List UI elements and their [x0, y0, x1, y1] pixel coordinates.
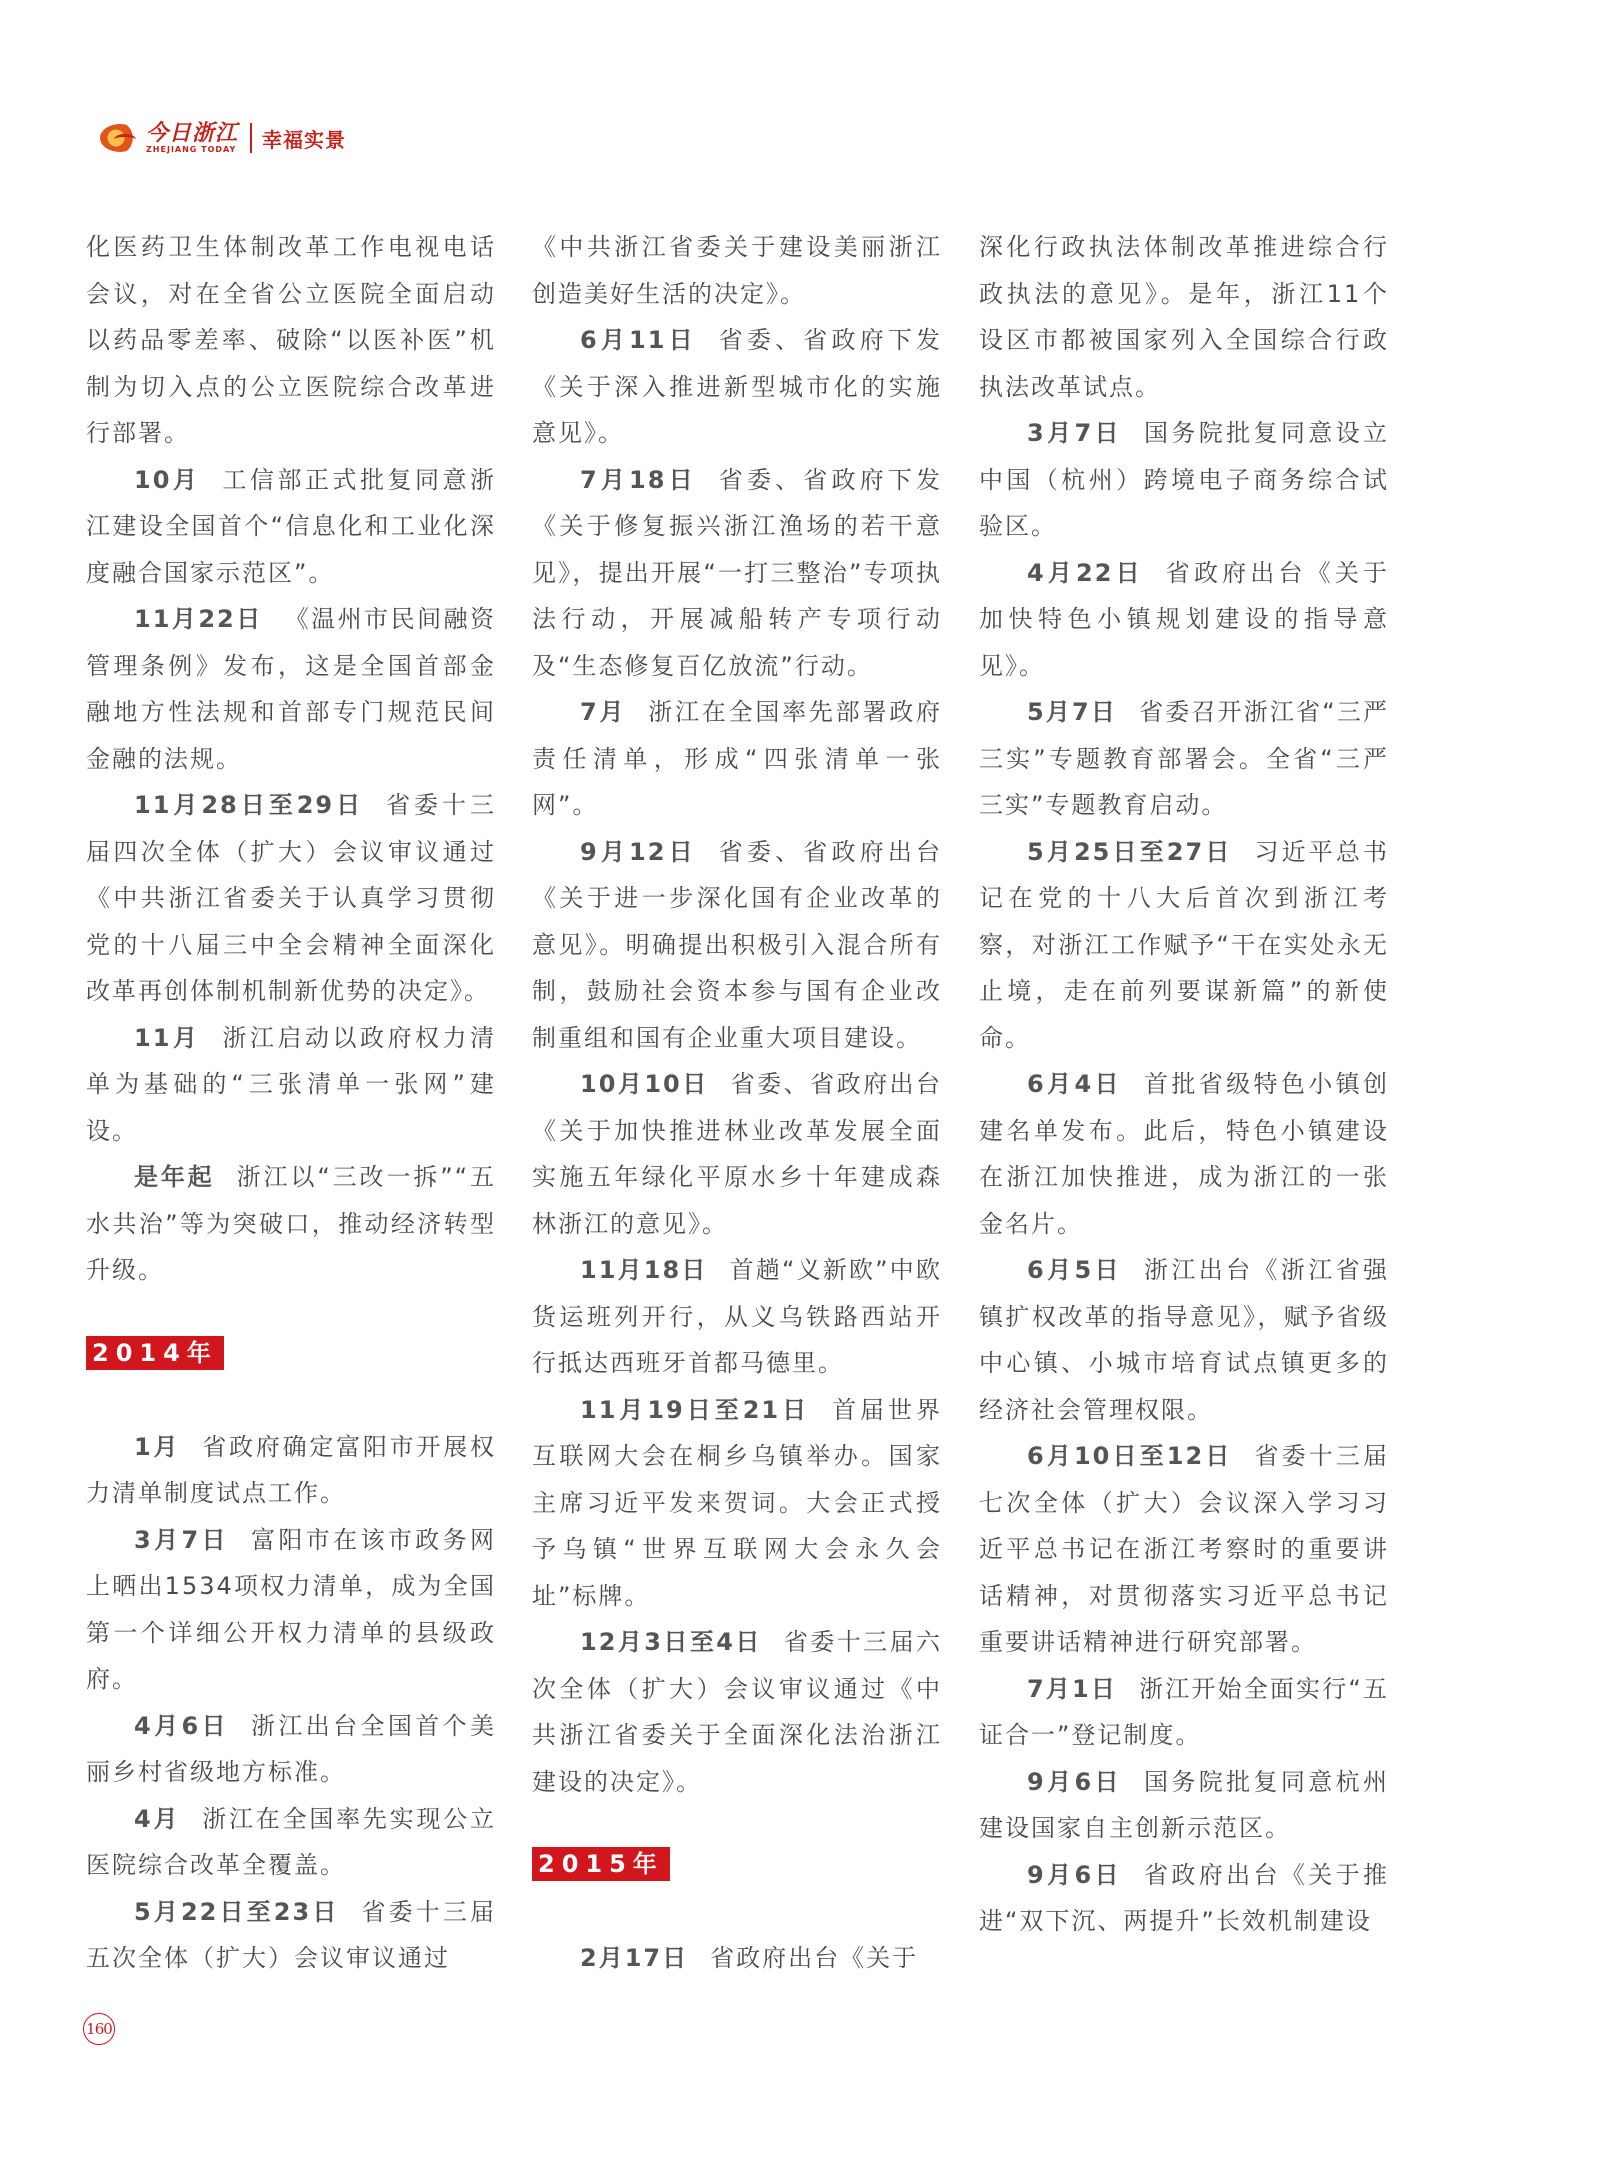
entry-date: 7月: [580, 698, 627, 726]
entry-text: 省委十三届四次全体（扩大）会议审议通过《中共浙江省委关于认真学习贯彻党的十八届三中全会精神全面深化改革再创体制机制新优势的决定》。: [86, 791, 497, 1005]
entry-date: 2月17日: [580, 1944, 689, 1972]
timeline-entry: [979, 689, 1389, 829]
paragraph: 《中共浙江省委关于建设美丽浙江创造美好生活的决定》。: [532, 233, 942, 308]
timeline-entry: [979, 829, 1389, 1062]
entry-text: 浙江出台《浙江省强镇扩权改革的指导意见》，赋予省级中心镇、小城市培育试点镇更多的经济社会管理权限。: [979, 1256, 1389, 1424]
entry-text: 省委十三届七次全体（扩大）会议深入学习习近平总书记在浙江考察时的重要讲话精神，对贯彻落实习近平总书记重要讲话精神进行研究部署。: [979, 1442, 1389, 1656]
entry-date: 11月19日至21日: [580, 1395, 811, 1424]
paragraph: 化医药卫生体制改革工作电视电话会议，对在全省公立医院全面启动以药品零差率、破除“以医补医”机制为切入点的公立医院综合改革进行部署。: [86, 233, 496, 447]
entry-text: 省政府出台《关于加快特色小镇规划建设的指导意见》。: [979, 558, 1389, 680]
entry-text: 浙江在全国率先实现公立医院综合改革全覆盖。: [86, 1804, 496, 1879]
section-title: 幸福实景: [262, 127, 347, 152]
logo-title: 今日浙江: [146, 120, 239, 146]
timeline-entry: [532, 1247, 942, 1387]
timeline-entry: [86, 1703, 496, 1796]
timeline-entry: [979, 550, 1389, 690]
entry-text: 《温州市民间融资管理条例》发布，这是全国首部金融地方性法规和首部专门规范民间金融的法规。: [86, 605, 497, 773]
timeline-entry: [86, 1889, 496, 1982]
timeline-entry: [532, 1619, 942, 1805]
timeline-entry: [86, 1015, 496, 1155]
entry-text: 富阳市在该市政务网上晒出1534项权力清单，成为全国第一个详细公开权力清单的县级政府。: [86, 1525, 496, 1693]
logo-subtitle: ZHEJIANG TODAY: [146, 145, 237, 154]
entry-text: 省委、省政府出台《关于加快推进林业改革发展全面实施五年绿化平原水乡十年建成森林浙江的意见》。: [532, 1070, 943, 1238]
column-1: [86, 224, 496, 1982]
entry-date: 9月6日: [1027, 1767, 1122, 1796]
timeline-entry: [532, 689, 942, 829]
timeline-entry: [86, 596, 496, 782]
timeline-entry: [86, 782, 496, 1015]
logo: [146, 122, 238, 154]
entry-date: 4月22日: [1027, 558, 1144, 587]
entry-date: 11月28日至29日: [134, 791, 365, 819]
entry-date: 7月1日: [1027, 1674, 1118, 1703]
column-2: [532, 224, 942, 1982]
column-3: [979, 224, 1389, 1945]
entry-date: 3月7日: [134, 1525, 229, 1554]
entry-date: 5月22日至23日: [134, 1897, 340, 1926]
entry-date: 12月3日至4日: [580, 1628, 762, 1656]
entry-text: 浙江在全国率先部署政府责任清单，形成“四张清单一张网”。: [532, 698, 942, 819]
timeline-entry: [532, 1935, 942, 1982]
entry-date: 6月5日: [1027, 1256, 1122, 1284]
page-header: [100, 116, 346, 160]
entry-date: 是年起: [134, 1163, 215, 1191]
entry-text: 浙江启动以政府权力清单为基础的“三张清单一张网”建设。: [86, 1023, 496, 1145]
timeline-entry: [86, 1796, 496, 1889]
entry-text: 浙江出台全国首个美丽乡村省级地方标准。: [86, 1711, 496, 1786]
entry-date: 3月7日: [1027, 419, 1122, 447]
timeline-entry: [86, 457, 496, 597]
entry-date: 9月6日: [1027, 1860, 1122, 1889]
entry-date: 11月18日: [580, 1256, 708, 1284]
entry-date: 5月25日至27日: [1027, 837, 1233, 866]
entry-date: 6月10日至12日: [1027, 1442, 1233, 1470]
timeline-entry: [532, 457, 942, 690]
entry-date: 11月: [134, 1023, 201, 1052]
entry-text: 省委、省政府下发《关于深入推进新型城市化的实施意见》。: [532, 326, 942, 447]
sun-logo-icon: [100, 124, 140, 152]
timeline-entry: [979, 1433, 1389, 1666]
entry-date: 5月7日: [1027, 698, 1118, 726]
entry-text: 首批省级特色小镇创建名单发布。此后，特色小镇建设在浙江加快推进，成为浙江的一张金名片。: [979, 1070, 1389, 1238]
entry-date: 6月4日: [1027, 1070, 1122, 1098]
entry-text: 工信部正式批复同意浙江建设全国首个“信息化和工业化深度融合国家示范区”。: [86, 465, 496, 587]
entry-date: 1月: [134, 1432, 181, 1461]
page-number: 160: [83, 2013, 115, 2045]
timeline-entry: [979, 1852, 1389, 1945]
entry-text: 省政府确定富阳市开展权力清单制度试点工作。: [86, 1432, 496, 1507]
timeline-entry: [86, 1517, 496, 1703]
timeline-entry: [532, 829, 942, 1062]
timeline-entry: [532, 317, 942, 457]
timeline-entry: [86, 1424, 496, 1517]
entry-text: 省委、省政府出台《关于进一步深化国有企业改革的意见》。明确提出积极引入混合所有制，鼓励社会资本参与国有企业改制重组和国有企业重大项目建设。: [532, 837, 942, 1052]
year-heading-2014: 2014年: [86, 1336, 224, 1370]
timeline-entry: [979, 1061, 1389, 1247]
entry-text: 省委十三届五次全体（扩大）会议审议通过: [86, 1897, 496, 1972]
entry-date: 4月: [134, 1804, 181, 1833]
entry-text: 省委召开浙江省“三严三实”专题教育部署会。全省“三严三实”专题教育启动。: [979, 698, 1389, 819]
entry-text: 首届世界互联网大会在桐乡乌镇举办。国家主席习近平发来贺词。大会正式授予乌镇“世界互联网大会永久会址”标牌。: [532, 1395, 943, 1610]
entry-text: 省委十三届六次全体（扩大）会议审议通过《中共浙江省委关于全面深化法治浙江建设的决定》。: [532, 1628, 943, 1796]
entry-text: 首趟“义新欧”中欧货运班列开行，从义乌铁路西站开行抵达西班牙首都马德里。: [532, 1256, 942, 1377]
entry-text: 浙江开始全面实行“五证合一”登记制度。: [979, 1674, 1389, 1749]
timeline-entry: [979, 1666, 1389, 1759]
entry-date: 4月6日: [134, 1711, 229, 1740]
entry-text: 浙江以“三改一拆”“五水共治”等为突破口，推动经济转型升级。: [86, 1163, 496, 1284]
entry-text: 习近平总书记在党的十八大后首次到浙江考察，对浙江工作赋予“干在实处永无止境，走在前列要谋新篇”的新使命。: [979, 837, 1389, 1052]
entry-date: 6月11日: [580, 326, 697, 354]
entry-date: 11月22日: [134, 605, 263, 633]
entry-text: 国务院批复同意设立中国（杭州）跨境电子商务综合试验区。: [979, 419, 1389, 540]
timeline-entry: [532, 1387, 942, 1620]
timeline-entry: [979, 410, 1389, 550]
entry-date: 10月10日: [580, 1070, 709, 1098]
entry-text: 省委、省政府下发《关于修复振兴浙江渔场的若干意见》，提出开展“一打三整治”专项执法行动，开展减船转产专项行动及“生态修复百亿放流”行动。: [532, 465, 942, 680]
entry-text: 国务院批复同意杭州建设国家自主创新示范区。: [979, 1767, 1389, 1842]
entry-text: 省政府出台《关于: [710, 1944, 919, 1972]
header-divider: [250, 123, 252, 153]
entry-text: 省政府出台《关于推进“双下沉、两提升”长效机制建设: [979, 1860, 1389, 1935]
entry-date: 10月: [134, 465, 201, 494]
paragraph: 深化行政执法体制改革推进综合行政执法的意见》。是年，浙江11个设区市都被国家列入全国综合行政执法改革试点。: [979, 233, 1389, 401]
year-heading-2015: 2015年: [532, 1847, 670, 1881]
timeline-entry: [532, 1061, 942, 1247]
timeline-entry: [979, 1759, 1389, 1852]
entry-date: 9月12日: [580, 837, 697, 866]
timeline-entry: [86, 1154, 496, 1294]
entry-date: 7月18日: [580, 465, 697, 494]
timeline-entry: [979, 1247, 1389, 1433]
